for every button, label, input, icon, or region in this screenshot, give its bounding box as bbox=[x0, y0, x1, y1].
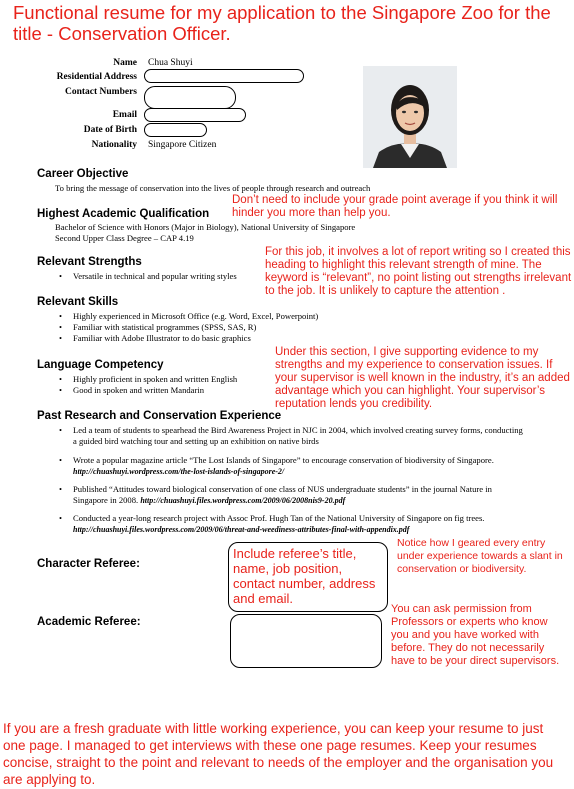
nationality-label: Nationality bbox=[91, 140, 137, 150]
academic-referee-box[interactable] bbox=[230, 614, 382, 668]
footer-note: If you are a fresh graduate with little working experience, you can keep your resume to just one page. I managed to get interviews with these one page resumes. Keep your resumes concise, straight to the point and relevant to needs of the employer and the organisation you are applying to. bbox=[3, 721, 554, 787]
research-item bbox=[73, 484, 523, 506]
skills-item: • Highly experienced in Microsoft Office (e.g. Word, Excel, Powerpoint) bbox=[73, 311, 523, 322]
career-text: To bring the message of conservation into the lives of people through research and outreach bbox=[55, 183, 371, 193]
academic-referee-label: Academic Referee: bbox=[37, 616, 141, 628]
language-heading: Language Competency bbox=[37, 359, 164, 371]
dob-label: Date of Birth bbox=[83, 125, 137, 135]
note-strengths: For this job, it involves a lot of report writing so I created this heading to highlight this relevant strength of mine. The keyword is “relevant”, no point listing out strengths irrelevant to the job. It is unlikely to capture the attention . bbox=[265, 246, 572, 297]
dob-field[interactable] bbox=[144, 123, 207, 137]
research-item bbox=[73, 455, 523, 477]
research-item-link[interactable]: http://chuashuyi.files.wordpress.com/2009/06/2008nis9-20.pdf bbox=[140, 496, 346, 505]
contact-field[interactable] bbox=[144, 86, 236, 109]
address-field[interactable] bbox=[144, 69, 304, 83]
strengths-heading: Relevant Strengths bbox=[37, 256, 142, 268]
language-item: • Highly proficient in spoken and written English bbox=[73, 374, 273, 385]
research-item-link[interactable]: http://chuashuyi.wordpress.com/the-lost-islands-of-singapore-2/ bbox=[73, 467, 285, 476]
address-label: Residential Address bbox=[56, 72, 137, 82]
note-evidence: Under this section, I give supporting evidence to my strengths and my experience to conservation issues. If your supervisor is well known in the industry, it’s an added advantage which you can highlight. Your supervisor’s reputation lends you credibility. bbox=[275, 346, 570, 410]
person-photo-icon bbox=[363, 66, 457, 168]
note-permission: You can ask permission from Professors or experts who know you and you have worked with before. They do not necessarily have to be your direct supervisors. bbox=[391, 603, 560, 667]
email-field[interactable] bbox=[144, 108, 246, 122]
research-item-text: Published “Attitudes toward biological conservation of one class of NUS undergraduate students” in the journal Nature in Singapore in 2008. bbox=[73, 484, 492, 505]
qualification-heading: Highest Academic Qualification bbox=[37, 208, 210, 220]
character-referee-label: Character Referee: bbox=[37, 558, 140, 570]
research-item-text: Conducted a year-long research project with Assoc Prof. Hugh Tan of the National University of Singapore on fig trees. bbox=[73, 513, 485, 523]
research-item bbox=[73, 425, 523, 447]
skills-item: • Familiar with Adobe Illustrator to do basic graphics bbox=[73, 333, 523, 344]
qualification-line-1: Bachelor of Science with Honors (Major in Biology), National University of Singapore bbox=[55, 222, 356, 232]
contact-label: Contact Numbers bbox=[64, 87, 137, 97]
name-value: Chua Shuyi bbox=[148, 58, 193, 68]
language-item: • Good in spoken and written Mandarin bbox=[73, 385, 273, 396]
note-referee-details: Include referee’s title, name, job position, contact number, address and email. bbox=[233, 546, 376, 606]
research-item-text: Led a team of students to spearhead the Bird Awareness Project in NJC in 2004, which involved creating survey forms, conducting a guided bird watching tour and setting up an exhibition on native birds bbox=[73, 425, 523, 446]
email-label: Email bbox=[112, 110, 137, 120]
career-heading: Career Objective bbox=[37, 168, 129, 180]
page-title: Functional resume for my application to the Singapore Zoo for the title - Conservation Officer. bbox=[13, 2, 551, 44]
qualification-line-2: Second Upper Class Degree – CAP 4.19 bbox=[55, 233, 194, 243]
note-gpa: Don’t need to include your grade point average if you think it will hinder you more than help you. bbox=[232, 194, 558, 219]
skills-item: • Familiar with statistical programmes (SPSS, SAS, R) bbox=[73, 322, 523, 333]
strengths-item: • Versatile in technical and popular writing styles bbox=[73, 271, 263, 282]
name-label: Name bbox=[113, 58, 137, 68]
skills-heading: Relevant Skills bbox=[37, 296, 119, 308]
research-item-text: Wrote a popular magazine article “The Lost Islands of Singapore” to encourage conservation of biodiversity of Singapore. bbox=[73, 455, 494, 465]
note-geared: Notice how I geared every entry under experience towards a slant in conservation or biodiversity. bbox=[397, 537, 563, 575]
research-item-link[interactable]: http://chuashuyi.files.wordpress.com/2009/06/threat-and-weediness-attributes-final-with-appendix.pdf bbox=[73, 525, 410, 534]
research-heading: Past Research and Conservation Experience bbox=[37, 410, 282, 422]
character-referee-box[interactable] bbox=[228, 542, 388, 612]
research-item bbox=[73, 513, 523, 535]
profile-photo bbox=[363, 66, 457, 168]
nationality-value: Singapore Citizen bbox=[148, 140, 217, 150]
